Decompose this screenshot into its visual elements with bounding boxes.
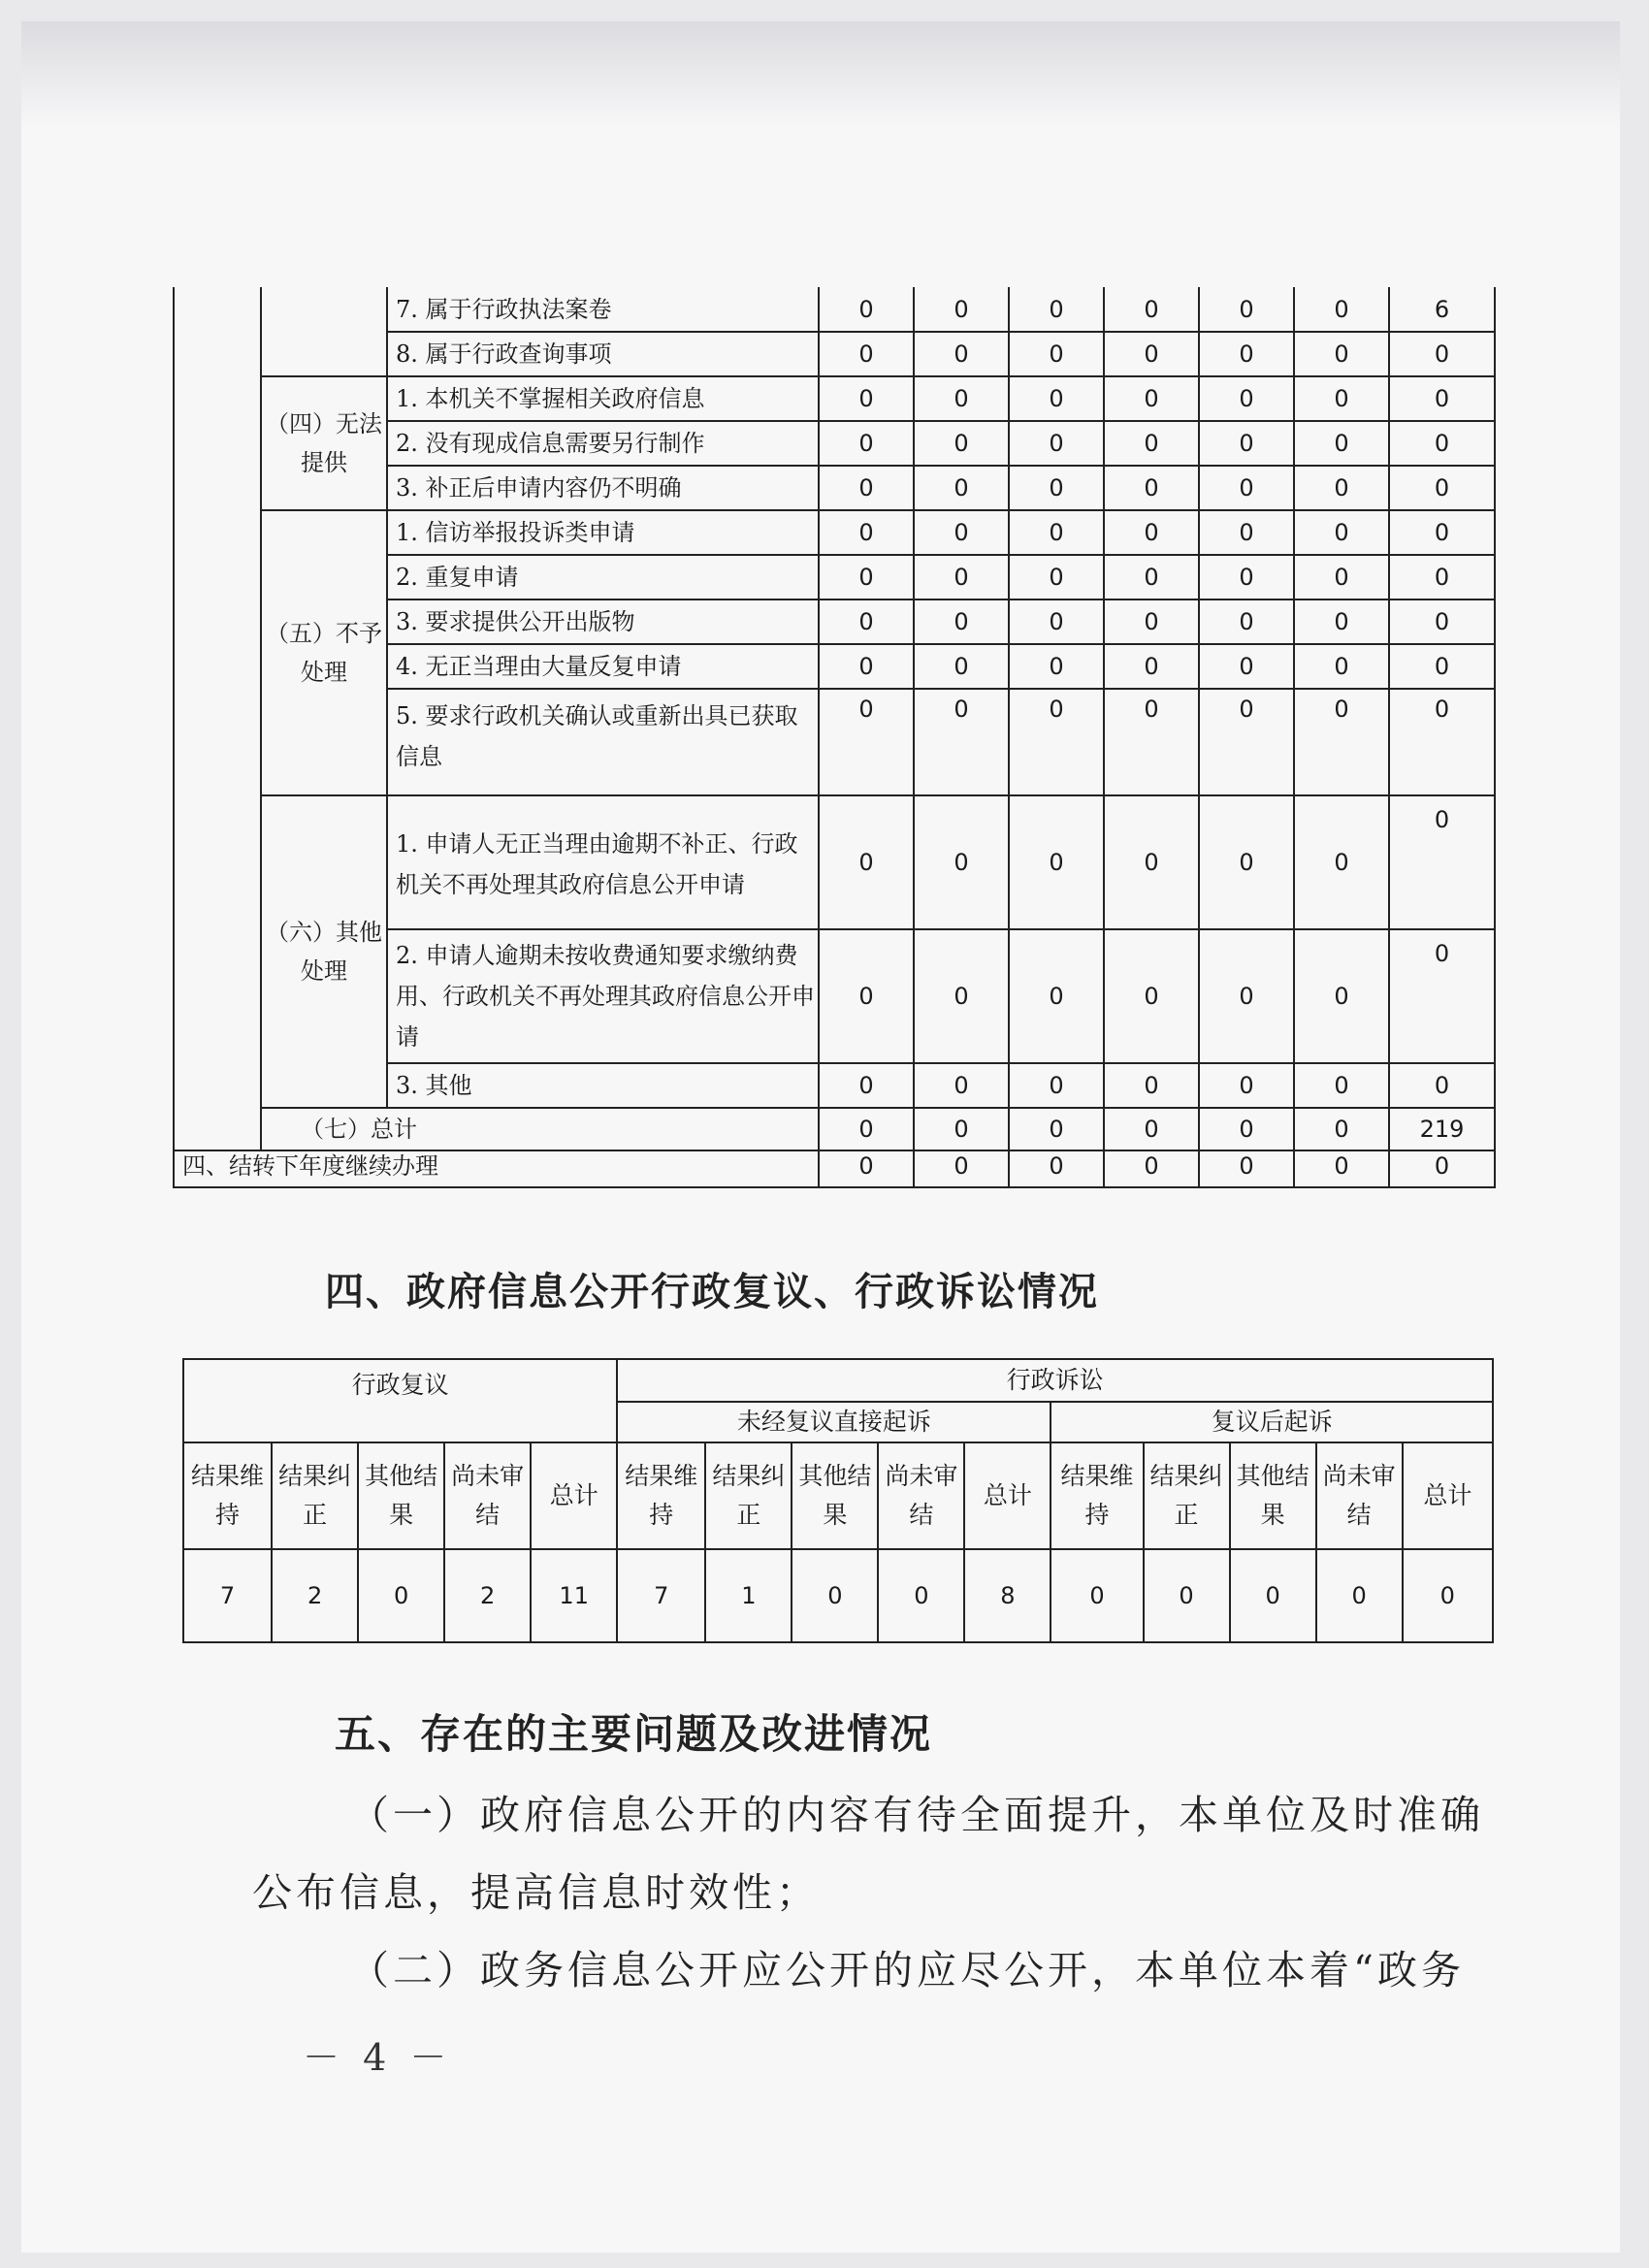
cell: 0 [1199,795,1294,929]
paragraph-2-line-1: （二）政务信息公开应公开的应尽公开，本单位本着“政务 [349,1947,1465,1993]
cell: 0 [1389,795,1495,929]
cell: 0 [1294,599,1389,644]
cell: 0 [1009,689,1104,795]
cell: 0 [1104,332,1199,376]
cell: 0 [1294,1145,1389,1187]
row-label: 7. 属于行政执法案卷 [387,287,819,332]
cell: 0 [1294,510,1389,555]
col-header: 结果纠正 [272,1442,358,1549]
cell: 0 [1389,644,1495,689]
col-header: 总计 [531,1442,617,1549]
cell: 0 [1104,599,1199,644]
cell: 0 [1389,466,1495,510]
cell: 0 [1294,376,1389,421]
cell: 0 [1009,421,1104,466]
cell: 0 [819,510,914,555]
cell: 0 [1199,599,1294,644]
cell: 0 [914,1108,1009,1150]
cell: 0 [819,1108,914,1150]
col-header: 其他结果 [1230,1442,1316,1549]
table-row [174,1145,1495,1187]
cell: 0 [914,332,1009,376]
cell: 0 [819,599,914,644]
cell: 0 [1389,1145,1495,1187]
cell: 0 [819,644,914,689]
table-row [174,795,1495,929]
cell: 0 [819,376,914,421]
cell: 0 [914,421,1009,466]
cell: 0 [1104,795,1199,929]
cell: 0 [1199,555,1294,599]
cell: 0 [1389,555,1495,599]
group-blank [261,287,387,376]
cell: 0 [819,1145,914,1187]
cell: 0 [1389,421,1495,466]
cell: 0 [914,644,1009,689]
cell: 0 [1104,929,1199,1063]
row-label: 3. 补正后申请内容仍不明确 [387,466,819,510]
cell: 0 [1403,1549,1493,1642]
row-label: 8. 属于行政查询事项 [387,332,819,376]
cell: 0 [792,1549,878,1642]
after-header: 复议后起诉 [1051,1402,1493,1442]
cell: 0 [1104,510,1199,555]
section-4-heading: 四、政府信息公开行政复议、行政诉讼情况 [325,1270,1099,1314]
cell: 0 [819,466,914,510]
cell: 0 [358,1549,444,1642]
col-header: 结果维持 [617,1442,705,1549]
row-label: 2. 没有现成信息需要另行制作 [387,421,819,466]
table-row [174,376,1495,421]
row-label: 2. 申请人逾期未按收费通知要求缴纳费用、行政机关不再处理其政府信息公开申请 [387,929,819,1063]
cell: 0 [819,929,914,1063]
col-header: 结果纠正 [705,1442,792,1549]
col-header: 尚未审结 [444,1442,531,1549]
reconsideration-header: 行政复议 [183,1359,617,1442]
cell: 0 [914,599,1009,644]
cell: 0 [914,287,1009,332]
cell: 0 [1389,689,1495,795]
cell: 0 [1104,1108,1199,1150]
cell: 0 [1104,466,1199,510]
cell: 0 [1389,1063,1495,1108]
cell: 219 [1389,1108,1495,1150]
cell: 0 [819,1063,914,1108]
cell: 2 [272,1549,358,1642]
cell: 0 [1104,287,1199,332]
total-label: （七）总计 [261,1108,819,1150]
cell: 0 [1199,376,1294,421]
cell: 0 [1199,689,1294,795]
cell: 0 [914,466,1009,510]
row-label: 1. 信访举报投诉类申请 [387,510,819,555]
cell: 0 [1294,421,1389,466]
table-row [174,287,1495,332]
row-label: 3. 其他 [387,1063,819,1108]
cell: 0 [1104,644,1199,689]
col-header: 结果纠正 [1144,1442,1230,1549]
cell: 2 [444,1549,531,1642]
cell: 0 [1009,466,1104,510]
cell: 0 [1389,332,1495,376]
cell: 0 [1051,1549,1143,1642]
cell: 0 [1009,287,1104,332]
page-number: － 4 － [303,2036,453,2079]
row-label: 4. 无正当理由大量反复申请 [387,644,819,689]
cell: 0 [1009,599,1104,644]
col-header: 结果维持 [183,1442,272,1549]
cell: 0 [1199,1063,1294,1108]
cell: 0 [1230,1549,1316,1642]
cell: 0 [1294,555,1389,599]
cell: 0 [1104,376,1199,421]
cell: 0 [819,795,914,929]
col-header: 结果维持 [1051,1442,1143,1549]
cell: 0 [819,555,914,599]
cell: 0 [819,287,914,332]
review-litigation-table [182,1358,1494,1643]
cell: 0 [819,421,914,466]
cell: 0 [1199,644,1294,689]
col-header: 尚未审结 [878,1442,964,1549]
paragraph-1-line-1: （一）政府信息公开的内容有待全面提升，本单位及时准确 [349,1792,1484,1838]
category-cell: （六）其他处理 [261,795,387,1108]
cell: 0 [1389,599,1495,644]
cell: 7 [617,1549,705,1642]
category-cell: （四）无法提供 [261,376,387,510]
cell: 0 [1294,929,1389,1063]
cell: 7 [183,1549,272,1642]
cell: 0 [1294,795,1389,929]
litigation-header: 行政诉讼 [617,1359,1493,1402]
cell: 0 [1009,1145,1104,1187]
cell: 0 [1294,689,1389,795]
paragraph-1-line-2: 公布信息，提高信息时效性； [252,1869,820,1916]
cell: 0 [1199,421,1294,466]
cell: 0 [1144,1549,1230,1642]
cell: 0 [914,1145,1009,1187]
cell: 6 [1389,287,1495,332]
cell: 0 [914,689,1009,795]
cell: 0 [1294,644,1389,689]
carryover-label: 四、结转下年度继续办理 [174,1145,819,1187]
cell: 0 [1104,555,1199,599]
cell: 0 [1294,287,1389,332]
col-header: 其他结果 [792,1442,878,1549]
cell: 0 [1009,1108,1104,1150]
cell: 0 [1199,1108,1294,1150]
cell: 0 [1316,1549,1403,1642]
cell: 0 [1294,332,1389,376]
cell: 11 [531,1549,617,1642]
table-row [174,510,1495,555]
application-handling-table [173,287,1496,1151]
cell: 0 [1389,376,1495,421]
cell: 0 [1199,1145,1294,1187]
cell: 0 [1294,466,1389,510]
row-label: 5. 要求行政机关确认或重新出具已获取信息 [387,689,819,795]
cell: 0 [1294,1063,1389,1108]
cell: 0 [914,510,1009,555]
cell: 0 [1009,795,1104,929]
cell: 0 [1104,689,1199,795]
cell: 0 [1199,466,1294,510]
cell: 0 [1009,1063,1104,1108]
cell: 0 [1009,510,1104,555]
cell: 0 [1009,644,1104,689]
paper-shadow [21,21,1620,128]
cell: 0 [1009,929,1104,1063]
direct-header: 未经复议直接起诉 [617,1402,1051,1442]
cell: 0 [914,929,1009,1063]
cell: 0 [1199,929,1294,1063]
cell: 0 [914,555,1009,599]
cell: 0 [914,1063,1009,1108]
row-label: 1. 本机关不掌握相关政府信息 [387,376,819,421]
col-header: 尚未审结 [1316,1442,1403,1549]
carryover-table [173,1145,1496,1188]
left-blank-column [174,287,261,1150]
row-label: 1. 申请人无正当理由逾期不补正、行政机关不再处理其政府信息公开申请 [387,795,819,929]
cell: 0 [819,332,914,376]
cell: 0 [1199,510,1294,555]
cell: 0 [1199,287,1294,332]
col-header: 其他结果 [358,1442,444,1549]
cell: 0 [914,795,1009,929]
cell: 0 [878,1549,964,1642]
col-header: 总计 [1403,1442,1493,1549]
cell: 8 [964,1549,1051,1642]
row-label: 3. 要求提供公开出版物 [387,599,819,644]
cell: 0 [1009,555,1104,599]
cell: 1 [705,1549,792,1642]
cell: 0 [914,376,1009,421]
section-5-heading: 五、存在的主要问题及改进情况 [335,1710,933,1758]
cell: 0 [1294,1108,1389,1150]
cell: 0 [1389,929,1495,1063]
category-cell: （五）不予处理 [261,510,387,795]
cell: 0 [1199,332,1294,376]
cell: 0 [1104,1063,1199,1108]
row-label: 2. 重复申请 [387,555,819,599]
cell: 0 [1009,332,1104,376]
cell: 0 [1104,1145,1199,1187]
cell: 0 [1104,421,1199,466]
cell: 0 [1389,510,1495,555]
cell: 0 [1009,376,1104,421]
col-header: 总计 [964,1442,1051,1549]
cell: 0 [819,689,914,795]
